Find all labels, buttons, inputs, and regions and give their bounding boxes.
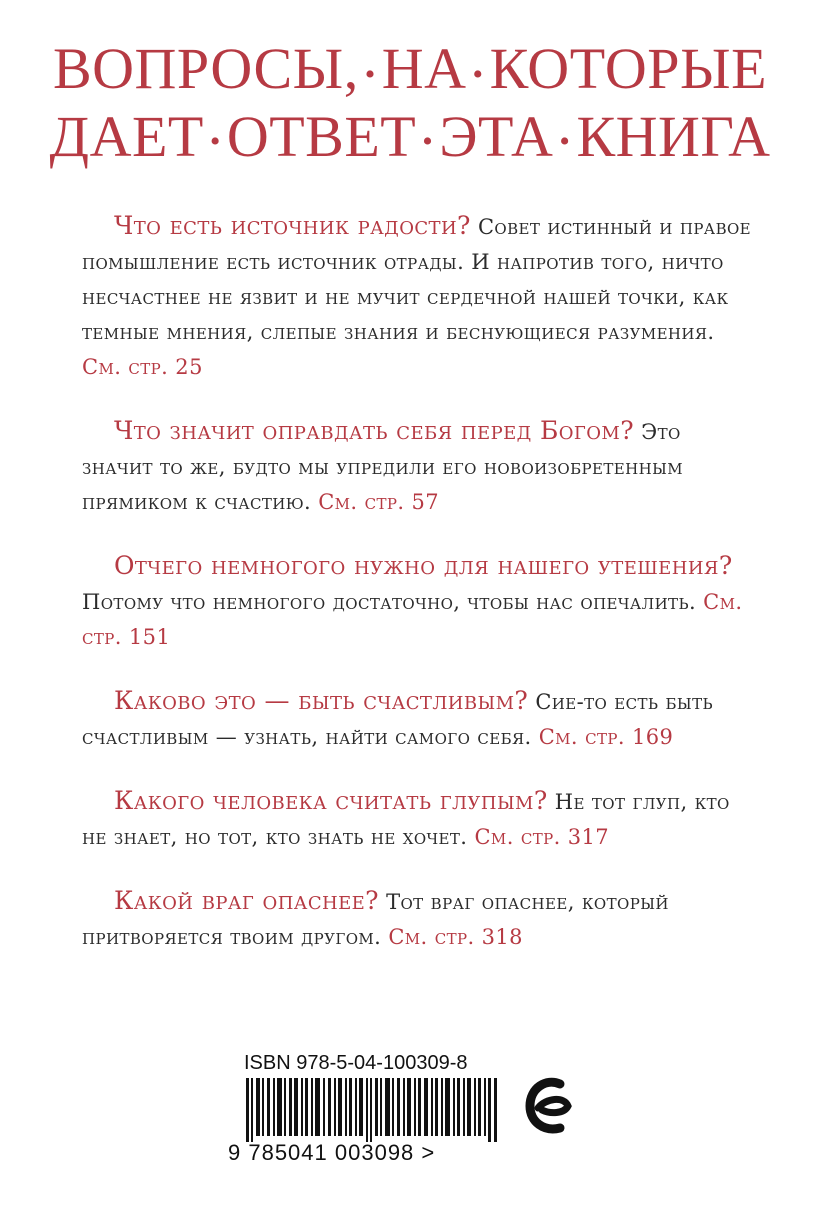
question: Какой враг опаснее? (114, 886, 379, 915)
qa-item-1 (82, 208, 752, 385)
title-word: ОТВЕТ (226, 103, 417, 169)
page-reference: См. стр. 57 (318, 490, 440, 514)
title-word: ВОПРОСЫ, (52, 36, 359, 101)
title-separator: • (364, 57, 376, 91)
qa-list (82, 208, 752, 983)
page-reference: См. стр. 169 (538, 725, 674, 749)
barcode-icon (246, 1078, 500, 1142)
isbn-text: ISBN 978-5-04-100309-8 (244, 1052, 468, 1074)
title-separator: • (422, 125, 434, 159)
title-word: КОТОРЫЕ (489, 36, 768, 101)
question: Каково это — быть счастливым? (114, 686, 529, 715)
title-separator: • (472, 57, 484, 91)
title-line-1 (0, 38, 820, 106)
qa-item-2 (82, 413, 752, 520)
answer: Сие-то есть быть счастливым — узнать, найти самого себя. (82, 690, 713, 749)
qa-item-6 (82, 883, 752, 955)
answer: Тот враг опаснее, который притворяется твоим другом. (82, 890, 669, 949)
qa-item-3 (82, 548, 752, 655)
answer: Не тот глуп, кто не знает, но тот, кто знать не хочет. (82, 790, 730, 849)
page-reference: См. стр. 151 (82, 590, 743, 649)
title-separator: • (559, 125, 571, 159)
question: Что значит оправдать себя перед Богом? (114, 416, 635, 445)
title-word: ДАЕТ (49, 103, 204, 169)
page-reference: См. стр. 25 (82, 355, 203, 379)
qa-item-4 (82, 683, 752, 755)
page-reference: См. стр. 317 (474, 825, 610, 849)
question: Что есть источник радости? (114, 211, 471, 240)
answer: Потому что немногого достаточно, чтобы нас опечалить. (82, 590, 697, 614)
barcode-digits: 9 785041 003098 > (228, 1140, 436, 1165)
title-word: ЭТА (439, 103, 554, 169)
answer: Это значит то же, будто мы упредили его новоизобретенным прямиком к счастию. (82, 420, 683, 514)
back-cover-title (0, 38, 820, 173)
barcode-block (228, 1052, 518, 1172)
question: Какого человека считать глупым? (114, 786, 548, 815)
answer: Совет истинный и правое помышление есть источник отрады. И напротив того, ничто несчастнее не язвит и не мучит сердечной нашей точки, как темные мнения, слепые знания и беснующиеся разумения. (82, 215, 752, 344)
qa-item-5 (82, 783, 752, 855)
title-word: КНИГА (576, 103, 771, 169)
publisher-logo-icon (520, 1070, 578, 1146)
title-word: НА (381, 36, 467, 101)
title-line-2 (0, 103, 820, 174)
title-separator: • (209, 125, 221, 159)
question: Отчего немногого нужно для нашего утешения? (114, 551, 733, 580)
page-reference: См. стр. 318 (388, 925, 523, 949)
